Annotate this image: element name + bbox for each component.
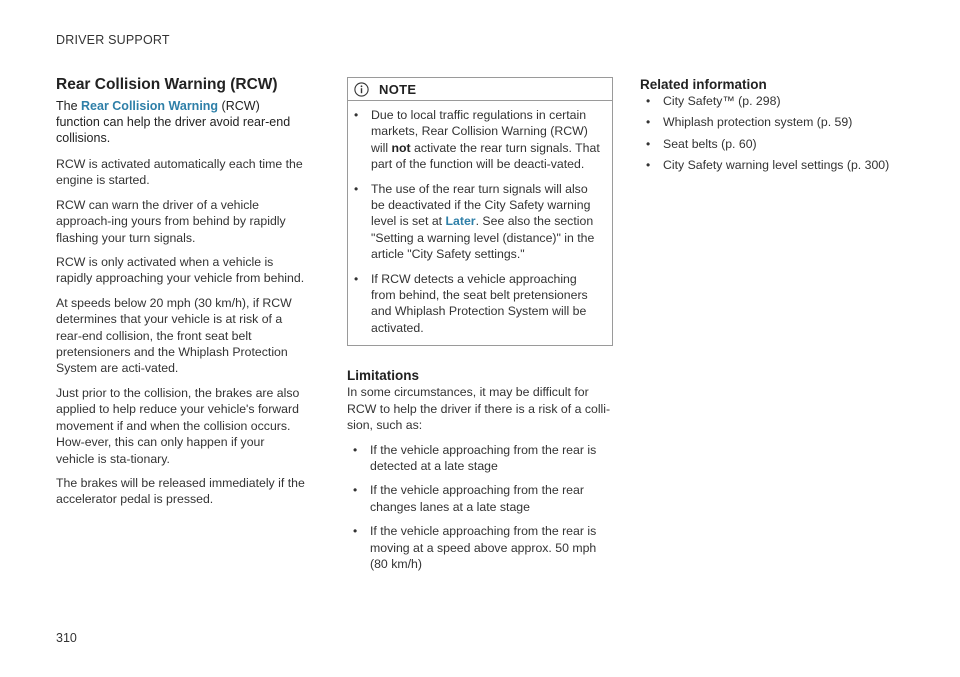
note-item-text: activate the rear turn signals. That part of the function will be deacti-vated. (371, 140, 600, 172)
later-setting-highlight: Later (445, 214, 476, 229)
bullet: • (353, 442, 358, 457)
related-link-text: Seat belts (p. 60) (663, 136, 757, 151)
related-link-text: City Safety warning level settings (p. 300) (663, 158, 890, 173)
bullet: • (353, 524, 358, 539)
lead-suffix: (RCW) function can help the driver avoid rear-end collisions. (56, 99, 291, 145)
info-icon (354, 82, 369, 97)
note-box (347, 77, 613, 346)
bullet: • (353, 483, 358, 498)
bullet: • (646, 158, 651, 173)
related-link[interactable] (640, 93, 910, 109)
bullet: • (354, 271, 359, 286)
note-and-limitations-column (347, 77, 613, 572)
paragraph: The brakes will be released immediately if the accelerator pedal is pressed. (56, 475, 305, 507)
list-item (348, 107, 604, 173)
note-item-text: If RCW detects a vehicle approaching from behind, the seat belt pretensioners and Whiplash Protection System will be activated. (371, 271, 588, 335)
related-link[interactable] (640, 157, 910, 173)
section-header: DRIVER SUPPORT (56, 33, 170, 47)
emphasis-not: not (391, 140, 411, 155)
related-link[interactable] (640, 136, 910, 152)
note-item-text: The use of the rear turn signals will also be deactivated if the City Safety warning level is set at (371, 181, 591, 229)
page-title: Rear Collision Warning (RCW) (56, 76, 278, 93)
list-item (347, 442, 613, 475)
note-header (348, 78, 612, 101)
bullet: • (354, 108, 359, 122)
bullet: • (646, 94, 651, 108)
note-item-text: . See also the section "Setting a warning level (distance)" in the article "City Safety settings." (371, 214, 595, 262)
paragraph: Just prior to the collision, the brakes are also applied to help reduce your vehicle's forward movement if and when the collision occurs. How-ever, this can only happen if your vehicle is sta-tionary. (56, 385, 300, 466)
related-link[interactable] (640, 114, 910, 130)
rcw-intro-column (56, 76, 306, 508)
lead-prefix: The (56, 99, 82, 113)
bullet: • (646, 115, 651, 130)
list-item (347, 482, 613, 515)
list-item-text: If the vehicle approaching from the rear changes lanes at a late stage (370, 483, 584, 514)
list-item-text: If the vehicle approaching from the rear is moving at a speed above approx. 50 mph (80 km/h) (370, 524, 597, 571)
limitations-intro: In some circumstances, it may be difficult for RCW to help the driver if there is a risk of a colli-sion, such as: (347, 385, 611, 433)
related-info-column (640, 77, 910, 174)
related-link-text: Whiplash protection system (p. 59) (663, 115, 853, 130)
list-item-text: If the vehicle approaching from the rear is detected at a late stage (370, 442, 597, 473)
note-list (348, 101, 612, 336)
list-item (348, 271, 604, 337)
paragraph: RCW is only activated when a vehicle is rapidly approaching your vehicle from behind. (56, 255, 305, 286)
paragraph: RCW can warn the driver of a vehicle approach-ing yours from behind by rapidly flashing your turn signals. (56, 197, 286, 245)
note-label: NOTE (379, 81, 417, 97)
limitations-heading: Limitations (347, 368, 420, 384)
paragraph: RCW is activated automatically each time the engine is started. (56, 157, 303, 188)
limitations-list (347, 442, 613, 573)
page-number: 310 (56, 631, 77, 645)
related-heading: Related information (640, 77, 767, 92)
list-item (348, 181, 604, 263)
related-list (640, 93, 910, 174)
rcw-term-highlight: Rear Collision Warning (81, 99, 219, 113)
list-item (347, 523, 613, 572)
related-link-text: City Safety™ (p. 298) (663, 94, 781, 108)
paragraph: At speeds below 20 mph (30 km/h), if RCW determines that your vehicle is at risk of a rear-end collision, the front seat belt pretensioners and the Whiplash Protection System are acti-vated. (56, 295, 292, 376)
bullet: • (646, 136, 651, 151)
bullet: • (354, 181, 359, 196)
note-item-text: Due to local traffic regulations in certain markets, Rear Collision Warning (RCW) will (371, 108, 588, 155)
lead-paragraph (56, 98, 306, 146)
